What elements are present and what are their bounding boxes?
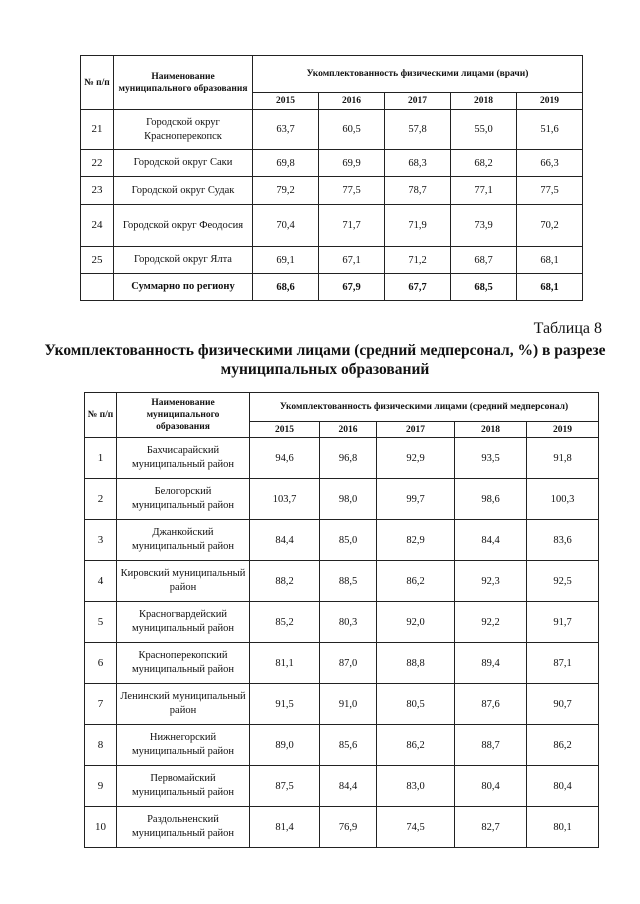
- value-cell: 70,4: [253, 205, 319, 247]
- table-row: [85, 643, 599, 684]
- row-num: 10: [85, 807, 117, 848]
- row-num: 22: [81, 150, 114, 177]
- header-num: № п/п: [85, 393, 117, 438]
- total-label: Суммарно по региону: [114, 274, 253, 301]
- value-cell: 84,4: [455, 520, 527, 561]
- table-row: [85, 766, 599, 807]
- value-cell: 79,2: [253, 177, 319, 205]
- value-cell: 55,0: [451, 110, 517, 150]
- value-cell: 91,5: [250, 684, 320, 725]
- year-cell: 2016: [319, 93, 385, 110]
- table-header-row: [81, 56, 583, 93]
- value-cell: 98,6: [455, 479, 527, 520]
- value-cell: 69,1: [253, 247, 319, 274]
- header-name: Наименование муниципального образования: [114, 56, 253, 110]
- table-row: [81, 247, 583, 274]
- value-cell: 71,2: [385, 247, 451, 274]
- row-name: Нижнегорский муниципальный район: [117, 725, 250, 766]
- year-cell: 2015: [250, 422, 320, 438]
- year-cell: 2019: [527, 422, 599, 438]
- table-row: [85, 520, 599, 561]
- table-row: [85, 561, 599, 602]
- value-cell: 94,6: [250, 438, 320, 479]
- value-cell: 80,1: [527, 807, 599, 848]
- value-cell: 66,3: [517, 150, 583, 177]
- value-cell: 80,5: [377, 684, 455, 725]
- value-cell: 91,7: [527, 602, 599, 643]
- year-cell: 2015: [253, 93, 319, 110]
- row-num: 21: [81, 110, 114, 150]
- value-cell: 77,5: [517, 177, 583, 205]
- nurses-staffing-table: [84, 392, 599, 848]
- row-name: Кировский муниципальный район: [117, 561, 250, 602]
- value-cell: 67,9: [319, 274, 385, 301]
- value-cell: 92,9: [377, 438, 455, 479]
- table-body: [85, 438, 599, 848]
- value-cell: 81,1: [250, 643, 320, 684]
- value-cell: 85,2: [250, 602, 320, 643]
- value-cell: 92,2: [455, 602, 527, 643]
- value-cell: 91,8: [527, 438, 599, 479]
- value-cell: 71,7: [319, 205, 385, 247]
- value-cell: 60,5: [319, 110, 385, 150]
- value-cell: 87,1: [527, 643, 599, 684]
- row-num: 1: [85, 438, 117, 479]
- table-row: [85, 479, 599, 520]
- value-cell: 57,8: [385, 110, 451, 150]
- table-row: [81, 150, 583, 177]
- table-title: Укомплектованность физическими лицами (средний медперсонал, %) в разрезе муниципальных образований: [44, 342, 606, 378]
- value-cell: 71,9: [385, 205, 451, 247]
- value-cell: 68,6: [253, 274, 319, 301]
- value-cell: 88,8: [377, 643, 455, 684]
- value-cell: 88,7: [455, 725, 527, 766]
- value-cell: 77,1: [451, 177, 517, 205]
- value-cell: 84,4: [250, 520, 320, 561]
- value-cell: 84,4: [320, 766, 377, 807]
- value-cell: 80,4: [455, 766, 527, 807]
- value-cell: 76,9: [320, 807, 377, 848]
- row-name: Ленинский муниципальный район: [117, 684, 250, 725]
- value-cell: 96,8: [320, 438, 377, 479]
- value-cell: 86,2: [527, 725, 599, 766]
- row-num: 5: [85, 602, 117, 643]
- row-num: 9: [85, 766, 117, 807]
- row-name: Городской округ Саки: [114, 150, 253, 177]
- value-cell: 81,4: [250, 807, 320, 848]
- physicians-staffing-table: [80, 55, 583, 301]
- year-cell: 2018: [451, 93, 517, 110]
- value-cell: 92,3: [455, 561, 527, 602]
- row-num: 25: [81, 247, 114, 274]
- value-cell: 63,7: [253, 110, 319, 150]
- value-cell: 78,7: [385, 177, 451, 205]
- value-cell: 68,1: [517, 247, 583, 274]
- value-cell: 85,0: [320, 520, 377, 561]
- year-cell: 2016: [320, 422, 377, 438]
- value-cell: 90,7: [527, 684, 599, 725]
- value-cell: 69,9: [319, 150, 385, 177]
- value-cell: 80,4: [527, 766, 599, 807]
- value-cell: 68,2: [451, 150, 517, 177]
- row-name: Городской округ Красноперекопск: [114, 110, 253, 150]
- table-label: Таблица 8: [533, 320, 602, 337]
- table-row: [85, 725, 599, 766]
- row-num: 4: [85, 561, 117, 602]
- table-row: [81, 177, 583, 205]
- row-name: Бахчисарайский муниципальный район: [117, 438, 250, 479]
- table-row: [85, 807, 599, 848]
- row-name: Белогорский муниципальный район: [117, 479, 250, 520]
- row-num: 2: [85, 479, 117, 520]
- table-row: [81, 205, 583, 247]
- value-cell: 88,5: [320, 561, 377, 602]
- value-cell: 80,3: [320, 602, 377, 643]
- header-group: Укомплектованность физическими лицами (врачи): [253, 56, 583, 93]
- value-cell: 100,3: [527, 479, 599, 520]
- table-row: [85, 438, 599, 479]
- row-name: Городской округ Ялта: [114, 247, 253, 274]
- value-cell: 91,0: [320, 684, 377, 725]
- row-name: Городской округ Судак: [114, 177, 253, 205]
- row-name: Красноперекопский муниципальный район: [117, 643, 250, 684]
- value-cell: 51,6: [517, 110, 583, 150]
- value-cell: 68,3: [385, 150, 451, 177]
- value-cell: 103,7: [250, 479, 320, 520]
- row-num: 8: [85, 725, 117, 766]
- value-cell: 93,5: [455, 438, 527, 479]
- row-num: 7: [85, 684, 117, 725]
- row-name: Первомайский муниципальный район: [117, 766, 250, 807]
- value-cell: 92,0: [377, 602, 455, 643]
- row-name: Красногвардейский муниципальный район: [117, 602, 250, 643]
- value-cell: 83,0: [377, 766, 455, 807]
- table-row: [81, 110, 583, 150]
- value-cell: 68,7: [451, 247, 517, 274]
- value-cell: 92,5: [527, 561, 599, 602]
- value-cell: 82,7: [455, 807, 527, 848]
- row-num: 23: [81, 177, 114, 205]
- row-name: Джанкойский муниципальный район: [117, 520, 250, 561]
- table-row: [85, 602, 599, 643]
- value-cell: 73,9: [451, 205, 517, 247]
- table-header-row: [85, 393, 599, 422]
- value-cell: 68,5: [451, 274, 517, 301]
- header-num: № п/п: [81, 56, 114, 110]
- value-cell: 74,5: [377, 807, 455, 848]
- total-row: [81, 274, 583, 301]
- value-cell: 89,4: [455, 643, 527, 684]
- header-group: Укомплектованность физическими лицами (средний медперсонал): [250, 393, 599, 422]
- header-name: Наименование муниципального образования: [117, 393, 250, 438]
- value-cell: 77,5: [319, 177, 385, 205]
- value-cell: 87,0: [320, 643, 377, 684]
- value-cell: 82,9: [377, 520, 455, 561]
- value-cell: 86,2: [377, 725, 455, 766]
- row-name: Раздольненский муниципальный район: [117, 807, 250, 848]
- value-cell: 98,0: [320, 479, 377, 520]
- value-cell: 68,1: [517, 274, 583, 301]
- value-cell: 99,7: [377, 479, 455, 520]
- table-row: [85, 684, 599, 725]
- value-cell: 87,5: [250, 766, 320, 807]
- year-cell: 2017: [385, 93, 451, 110]
- row-num: 24: [81, 205, 114, 247]
- value-cell: 69,8: [253, 150, 319, 177]
- value-cell: 67,1: [319, 247, 385, 274]
- year-cell: 2017: [377, 422, 455, 438]
- value-cell: 88,2: [250, 561, 320, 602]
- value-cell: 67,7: [385, 274, 451, 301]
- row-num: 6: [85, 643, 117, 684]
- value-cell: 83,6: [527, 520, 599, 561]
- value-cell: 70,2: [517, 205, 583, 247]
- year-cell: 2019: [517, 93, 583, 110]
- value-cell: 89,0: [250, 725, 320, 766]
- value-cell: 87,6: [455, 684, 527, 725]
- row-num: 3: [85, 520, 117, 561]
- value-cell: 86,2: [377, 561, 455, 602]
- row-name: Городской округ Феодосия: [114, 205, 253, 247]
- value-cell: 85,6: [320, 725, 377, 766]
- year-cell: 2018: [455, 422, 527, 438]
- row-num: [81, 274, 114, 301]
